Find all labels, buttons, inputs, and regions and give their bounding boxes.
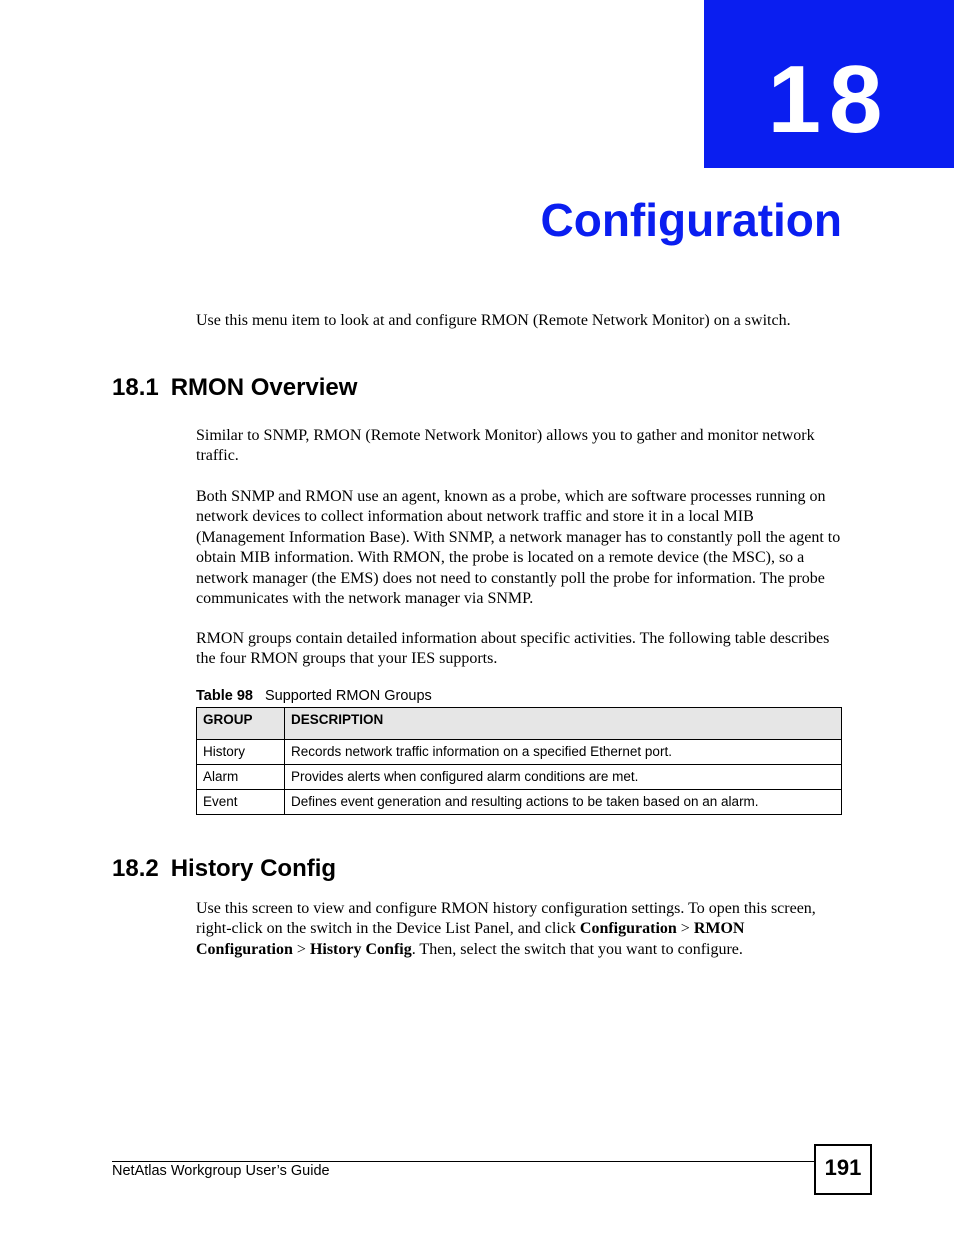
page-number: 191 [824, 1155, 862, 1180]
table-caption-label: Table 98 [196, 688, 253, 704]
intro-paragraph: Use this menu item to look at and configure RMON (Remote Network Monitor) on a switch. [196, 312, 791, 329]
table-row [197, 740, 842, 765]
chapter-number-box [704, 0, 954, 168]
rmon-groups-table [196, 707, 842, 815]
menu-path-rmon-configuration: RMON Configuration [196, 920, 745, 958]
table-row [197, 765, 842, 790]
table-header-row [197, 708, 842, 740]
column-header-group: GROUP [197, 708, 285, 740]
overview-paragraph-3: RMON groups contain detailed information about specific activities. The following table describes the four RMON groups that your IES supports. [196, 630, 830, 668]
table-cell-group: History [197, 740, 285, 765]
page-number-box [814, 1144, 872, 1195]
overview-paragraph-1: Similar to SNMP, RMON (Remote Network Monitor) allows you to gather and monitor network traffic. [196, 427, 815, 465]
menu-path-configuration: Configuration [579, 920, 677, 938]
footer-guide-title: NetAtlas Workgroup User’s Guide [112, 1163, 330, 1179]
table-cell-group: Alarm [197, 765, 285, 790]
table-row [197, 790, 842, 815]
column-header-description: DESCRIPTION [285, 708, 842, 740]
section-title: RMON Overview [170, 374, 358, 401]
section-number: 18.2 [112, 855, 159, 882]
chapter-number: 18 [767, 46, 891, 153]
chapter-title: Configuration [540, 194, 842, 246]
table-cell-description: Defines event generation and resulting actions to be taken based on an alarm. [285, 790, 842, 815]
section-title: History Config [170, 855, 337, 882]
menu-path-separator: > [676, 920, 694, 938]
overview-paragraph-2: Both SNMP and RMON use an agent, known as a probe, which are software processes running on network devices to collect information about network traffic and store it in a local MIB (Management Information Base). With SNMP, a network manager has to constantly poll the agent to obtain MIB information. With RMON, the probe is located on a remote device (the MSC), so a network manager (the EMS) does not need to constantly poll the probe for information. The probe communicates with the network manager via SNMP. [196, 488, 841, 608]
table-caption [196, 686, 432, 706]
section-number: 18.1 [112, 374, 159, 401]
menu-path-separator: > [292, 940, 310, 958]
table-caption-title: Supported RMON Groups [264, 688, 432, 704]
table-cell-description: Records network traffic information on a specified Ethernet port. [285, 740, 842, 765]
section-heading-history-config [112, 854, 336, 884]
history-text-start: Use this screen to view and configure RMON history configuration settings. To open this screen, right-click on the switch in the Device List Panel, and click [196, 900, 816, 938]
section-heading-rmon-overview [112, 373, 357, 403]
menu-path-history-config: History Config [309, 940, 412, 958]
table-cell-group: Event [197, 790, 285, 815]
history-text-end: . Then, select the switch that you want to configure. [411, 940, 743, 958]
table-cell-description: Provides alerts when configured alarm conditions are met. [285, 765, 842, 790]
history-config-paragraph [196, 899, 842, 960]
